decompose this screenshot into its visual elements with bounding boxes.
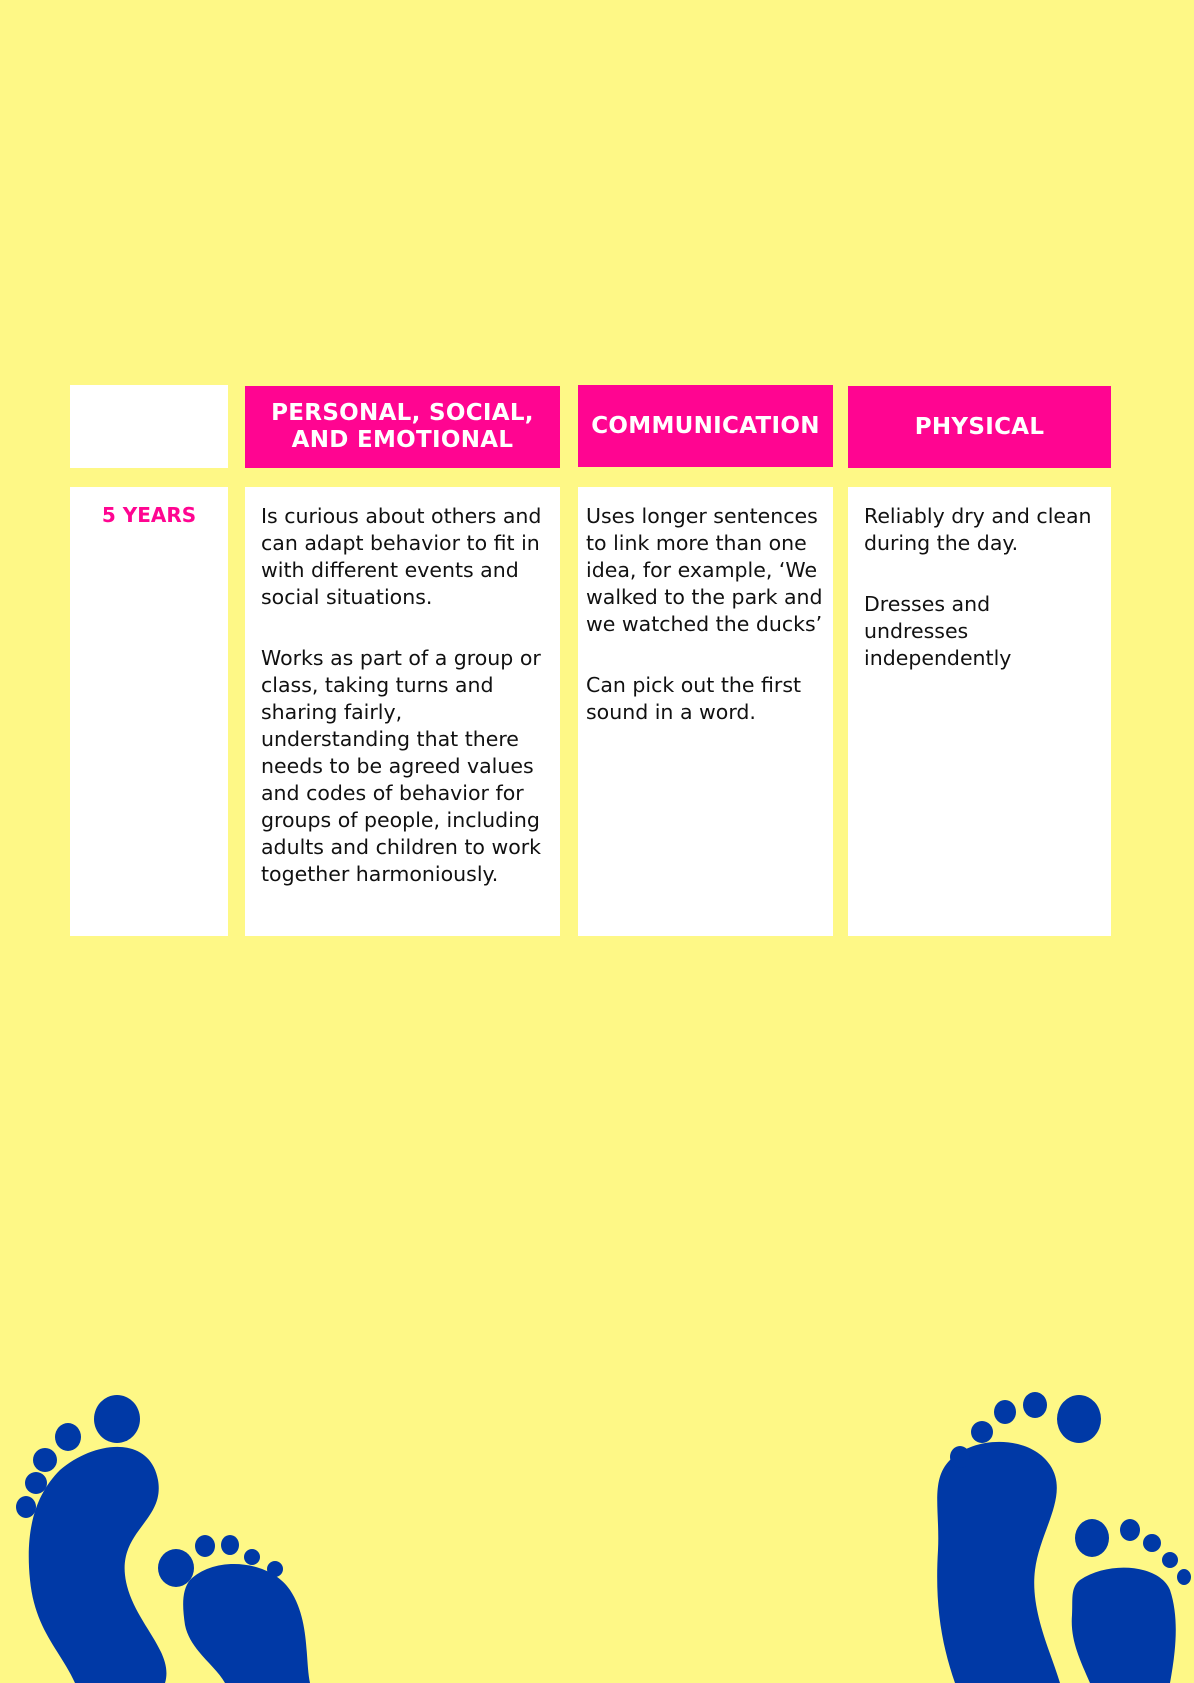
age-cell [70,487,228,936]
physical-text-1: Reliably dry and clean during the day. [864,504,1092,555]
age-label: 5 YEARS [101,503,197,527]
header-communication [578,385,833,467]
communication-text-1: Uses longer sentences to link more than one idea, for example, ‘We walked to the park and we watched the ducks’ [586,504,823,636]
physical-cell [848,487,1111,936]
header-personal-line2: AND EMOTIONAL [291,427,514,453]
personal-cell [245,487,560,936]
header-physical-label: PHYSICAL [914,413,1045,440]
header-personal-line1: PERSONAL, SOCIAL, [271,400,534,426]
personal-text-1: Is curious about others and can adapt behavior to fit in with different events and social situations. [261,504,542,609]
header-personal-social-emotional [245,386,560,468]
header-communication-label: COMMUNICATION [591,412,820,439]
footprints-right-icon [920,1380,1194,1683]
communication-text-2: Can pick out the first sound in a word. [586,673,802,724]
physical-text-2: Dresses and undresses independently [864,592,1012,670]
communication-cell [578,487,833,936]
header-empty-cell [70,385,228,468]
footprints-left-icon [0,1380,330,1683]
personal-text-2: Works as part of a group or class, taking turns and sharing fairly, understanding that there needs to be agreed values and codes of behavior for groups of people, including adults and children to work together harmoniously. [261,646,542,886]
header-physical [848,386,1111,468]
